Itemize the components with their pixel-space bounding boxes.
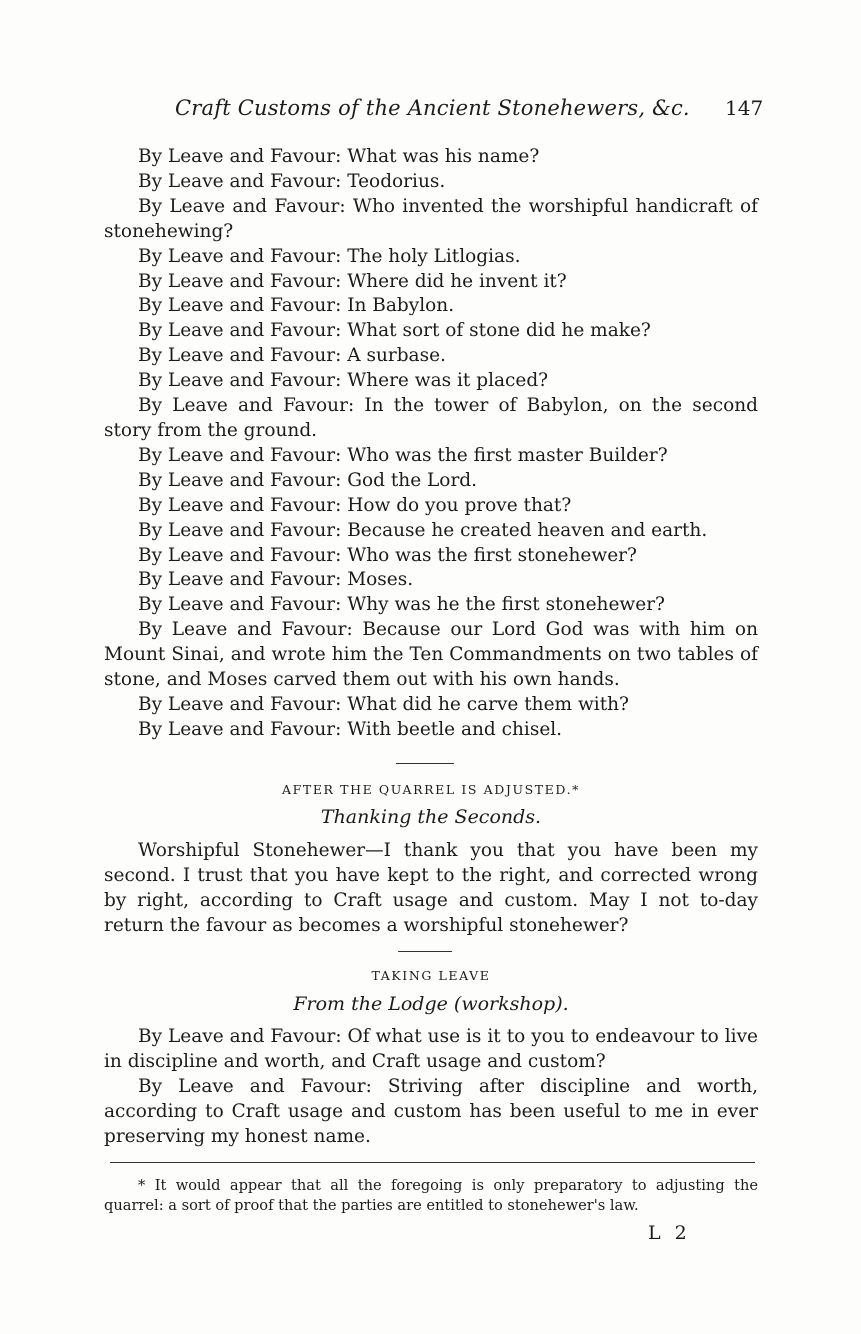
paragraph: By Leave and Favour: Of what use is it to you to endeavour to live in discipline and worth, and Craft usage and custom? <box>104 1026 758 1072</box>
dialogue-line: By Leave and Favour: Who invented the worshipful handicraft of stonehewing? <box>104 195 758 242</box>
dialogue-line: By Leave and Favour: Moses. <box>138 569 414 591</box>
dialogue-line: By Leave and Favour: The holy Litlogias. <box>138 245 521 267</box>
dialogue-line: By Leave and Favour: A surbase. <box>138 345 446 367</box>
footnote <box>104 1176 758 1216</box>
section-heading-taking-leave: TAKING LEAVE <box>371 968 491 983</box>
dialogue-line: By Leave and Favour: Where was it placed? <box>138 370 549 392</box>
paragraph: By Leave and Favour: Striving after discipline and worth, according to Craft usage and custom has been useful to me in ever preserving my honest name. <box>104 1075 758 1147</box>
section-subheading-seconds: Thanking the Seconds. <box>320 806 542 828</box>
dialogue-line: By Leave and Favour: God the Lord. <box>138 469 478 491</box>
section-subheading-lodge: From the Lodge (workshop). <box>293 993 569 1015</box>
page-number: 147 <box>725 96 764 120</box>
dialogue-line: By Leave and Favour: Where did he invent it? <box>138 270 567 292</box>
dialogue-line: By Leave and Favour: What sort of stone did he make? <box>138 320 651 342</box>
dialogue-line: By Leave and Favour: Who was the first master Builder? <box>138 444 668 466</box>
catechism-dialogue <box>104 145 758 743</box>
dialogue-line: By Leave and Favour: How do you prove that? <box>138 494 572 516</box>
running-head-title: Craft Customs of the Ancient Stonehewers, &c. <box>175 96 690 120</box>
dialogue-line: By Leave and Favour: What did he carve them with? <box>138 693 629 715</box>
signature-mark: L 2 <box>648 1222 691 1244</box>
dialogue-line: By Leave and Favour: What was his name? <box>138 146 540 167</box>
footnote-rule <box>110 1162 755 1163</box>
section-divider <box>396 763 454 764</box>
paragraph: Worshipful Stonehewer—I thank you that you have been my second. I trust that you have kept to the right, and corrected wrong by right, according to Craft usage and custom. May I not to-day return the favour as becomes a worshipful stonehewer? <box>104 840 758 936</box>
running-head <box>0 96 861 126</box>
section-heading-quarrel: AFTER THE QUARREL IS ADJUSTED.* <box>281 782 581 797</box>
dialogue-line: By Leave and Favour: In the tower of Babylon, on the second story from the ground. <box>104 395 758 441</box>
footnote-text: * It would appear that all the foregoing is only preparatory to adjusting the quarrel: a sort of proof that the parties are entitled to stonehewer's law. <box>104 1177 758 1214</box>
dialogue-line: By Leave and Favour: Who was the first stonehewer? <box>138 544 637 566</box>
thanking-seconds-paragraph <box>104 839 758 939</box>
dialogue-line: By Leave and Favour: In Babylon. <box>138 295 455 317</box>
dialogue-line: By Leave and Favour: With beetle and chisel. <box>138 718 563 740</box>
dialogue-line: By Leave and Favour: Teodorius. <box>138 170 446 192</box>
dialogue-line: By Leave and Favour: Because he created heaven and earth. <box>138 519 708 541</box>
taking-leave-dialogue <box>104 1025 758 1150</box>
dialogue-line: By Leave and Favour: Because our Lord God was with him on Mount Sinai, and wrote him the Ten Commandments on two tables of stone, and Moses carved them out with his own hands. <box>104 619 758 691</box>
dialogue-line: By Leave and Favour: Why was he the first stonehewer? <box>138 594 665 616</box>
section-divider <box>398 951 452 952</box>
